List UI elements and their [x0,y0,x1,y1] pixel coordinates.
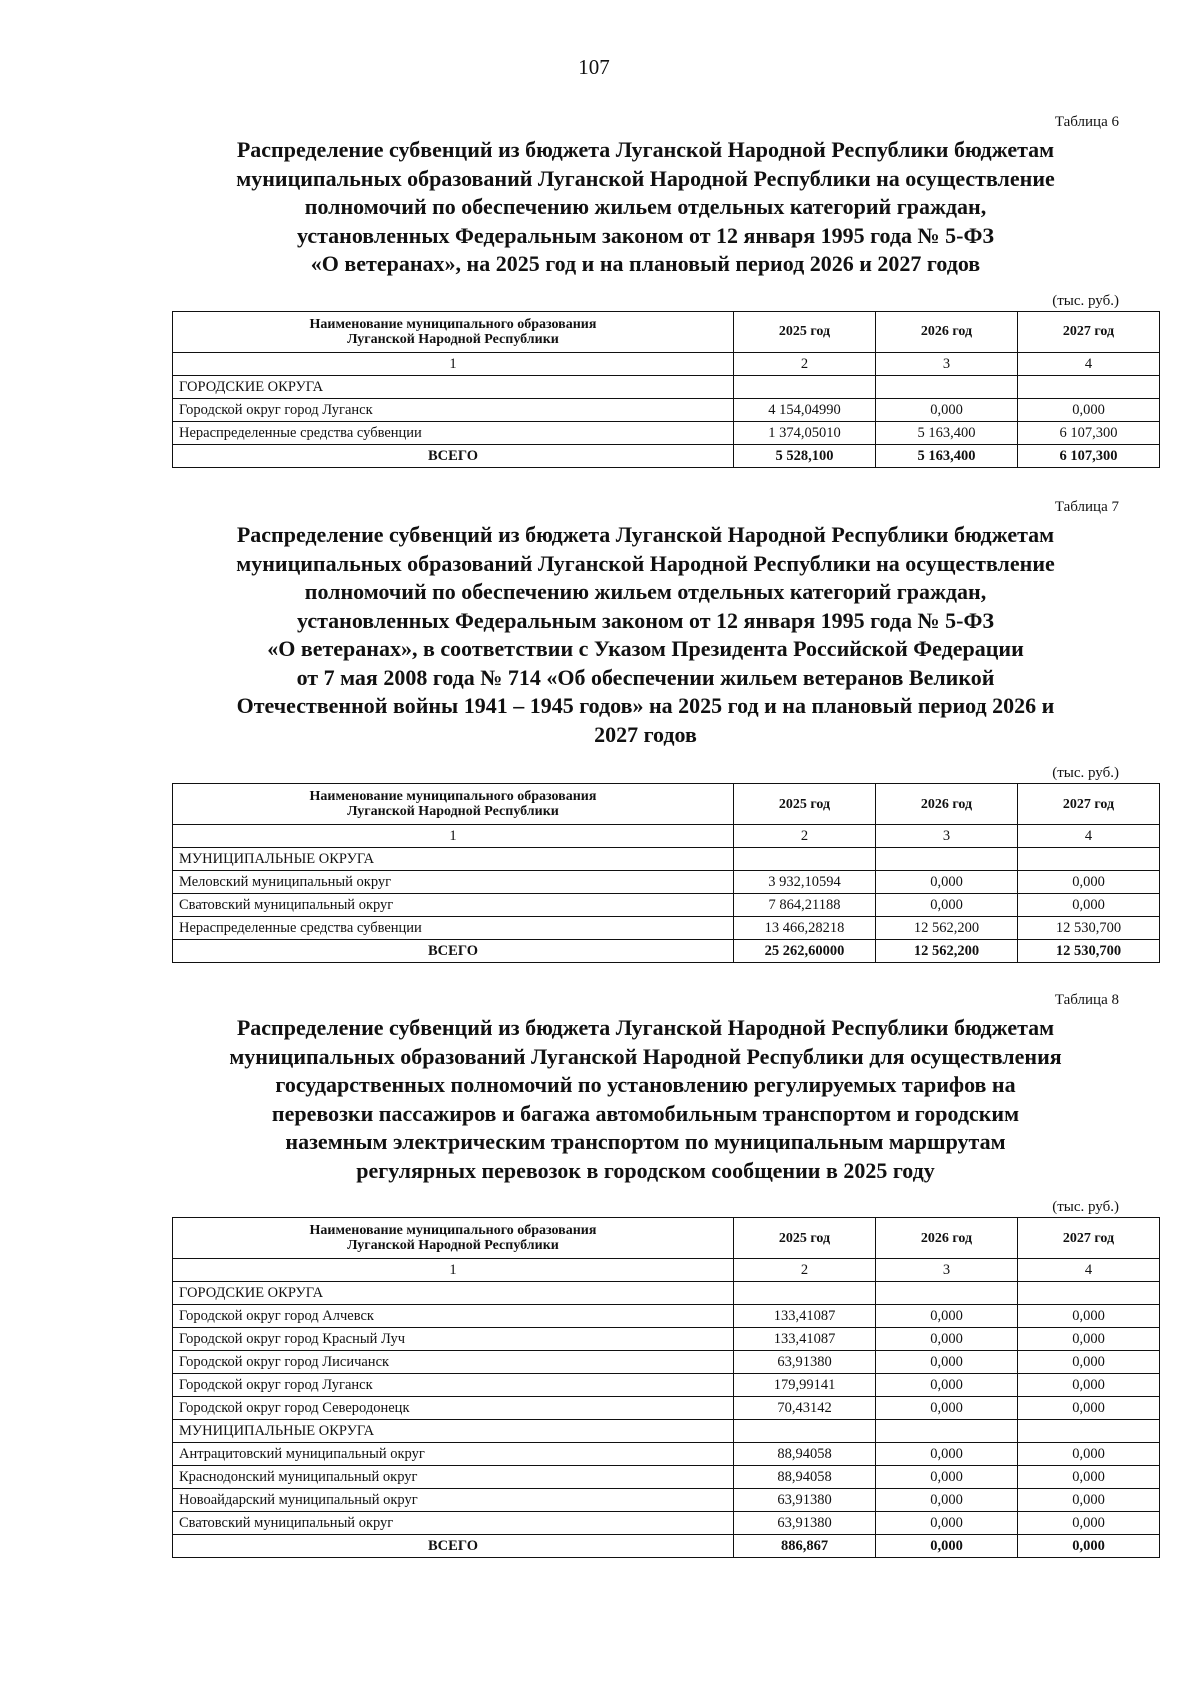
title-line: Отечественной войны 1941 – 1945 годов» на 2025 год и на плановый период 2026 и [236,693,1055,718]
value-2027-cell: 0,000 [1018,1512,1160,1535]
table-row [173,871,1160,894]
value-2026-cell: 0,000 [876,398,1018,421]
value-2026-cell: 0,000 [876,894,1018,917]
data-table [172,783,1160,963]
value-2026-cell: 12 562,200 [876,917,1018,940]
table-row [173,1466,1160,1489]
row-name-cell: Городской округ город Красный Луч [173,1328,734,1351]
table-label: Таблица 7 [1054,499,1119,515]
row-name-cell: Антрацитовский муниципальный округ [173,1443,734,1466]
value-2025-cell: 133,41087 [734,1328,876,1351]
header-row [173,1218,1160,1259]
value-2027-cell: 0,000 [1018,1489,1160,1512]
value-2026-cell [876,375,1018,398]
value-2025-cell: 63,91380 [734,1512,876,1535]
value-2027-cell [1018,375,1160,398]
value-2027-cell: 6 107,300 [1018,421,1160,444]
value-2026-cell: 0,000 [876,1397,1018,1420]
header-2026: 2026 год [876,1218,1018,1259]
value-2026-cell: 0,000 [876,871,1018,894]
value-2025-cell [734,848,876,871]
row-name-cell: Сватовский муниципальный округ [173,894,734,917]
header-2026: 2026 год [876,311,1018,352]
row-name-cell: Краснодонский муниципальный округ [173,1466,734,1489]
total-2027-cell: 12 530,700 [1018,940,1160,963]
value-2025-cell: 70,43142 [734,1397,876,1420]
total-label-cell: ВСЕГО [173,444,734,467]
header-2027: 2027 год [1018,784,1160,825]
value-2026-cell: 0,000 [876,1512,1018,1535]
value-2026-cell: 0,000 [876,1466,1018,1489]
table-body [173,352,1160,467]
title-line: установленных Федеральным законом от 12 января 1995 года № 5-ФЗ [297,607,994,633]
value-2025-cell: 3 932,10594 [734,871,876,894]
row-name-cell: ГОРОДСКИЕ ОКРУГА [173,1282,734,1305]
total-label-cell: ВСЕГО [173,940,734,963]
column-number-cell: 1 [173,352,734,375]
title-line: наземным электрическим транспортом по муниципальным маршрутам [285,1129,1006,1154]
value-2027-cell: 0,000 [1018,398,1160,421]
value-2026-cell: 0,000 [876,1328,1018,1351]
row-name-cell: Нераспределенные средства субвенции [173,421,734,444]
header-2025: 2025 год [734,311,876,352]
row-name-cell: Городской округ город Лисичанск [173,1351,734,1374]
value-2027-cell: 0,000 [1018,1305,1160,1328]
row-name-cell: Городской округ город Луганск [173,1374,734,1397]
title-line: установленных Федеральным законом от 12 января 1995 года № 5-ФЗ [297,222,994,248]
table-row [173,1282,1160,1305]
value-2027-cell: 0,000 [1018,1374,1160,1397]
table-row [173,917,1160,940]
value-2027-cell [1018,1420,1160,1443]
column-number-cell: 4 [1018,1259,1160,1282]
title-line: регулярных перевозок в городском сообщении в 2025 году [356,1157,935,1183]
title-line: Распределение субвенций из бюджета Луганской Народной Республики бюджетам [236,137,1055,162]
total-2025-cell: 25 262,60000 [734,940,876,963]
title-line: полномочий по обеспечению жильем отдельных категорий граждан, [304,194,987,219]
total-2027-cell: 6 107,300 [1018,444,1160,467]
column-number-cell: 1 [173,825,734,848]
title-line: перевозки пассажиров и багажа автомобильным транспортом и городским [271,1100,1020,1126]
value-2026-cell [876,848,1018,871]
title-line: Распределение субвенций из бюджета Луганской Народной Республики бюджетам [236,522,1055,547]
row-name-cell: ГОРОДСКИЕ ОКРУГА [173,375,734,398]
table-7-block [172,497,1122,963]
value-2026-cell: 0,000 [876,1443,1018,1466]
value-2027-cell: 0,000 [1018,1466,1160,1489]
value-2025-cell: 1 374,05010 [734,421,876,444]
column-number-row [173,1259,1160,1282]
total-row [173,1535,1160,1558]
value-2025-cell: 13 466,28218 [734,917,876,940]
column-number-cell: 3 [876,825,1018,848]
row-name-cell: Городской округ город Луганск [173,398,734,421]
value-2026-cell: 0,000 [876,1374,1018,1397]
value-2025-cell: 4 154,04990 [734,398,876,421]
value-2026-cell [876,1282,1018,1305]
table-row [173,848,1160,871]
total-row [173,444,1160,467]
column-number-cell: 1 [173,1259,734,1282]
table-label: Таблица 8 [1054,992,1119,1008]
value-2025-cell [734,1282,876,1305]
value-2025-cell: 88,94058 [734,1443,876,1466]
units-label: (тыс. руб.) [1052,765,1119,781]
table-row [173,1328,1160,1351]
value-2025-cell: 7 864,21188 [734,894,876,917]
column-number-cell: 4 [1018,352,1160,375]
value-2026-cell: 0,000 [876,1351,1018,1374]
total-2026-cell: 12 562,200 [876,940,1018,963]
title-line: 2027 годов [594,721,697,747]
table-title [172,521,1119,749]
table-title [172,1014,1119,1185]
column-number-row [173,352,1160,375]
header-2025: 2025 год [734,1218,876,1259]
column-number-row [173,825,1160,848]
column-number-cell: 2 [734,1259,876,1282]
header-name: Наименование муниципального образования Луганской Народной Республики [173,1218,734,1259]
value-2027-cell: 0,000 [1018,1397,1160,1420]
value-2027-cell: 0,000 [1018,1351,1160,1374]
title-line: Распределение субвенций из бюджета Луганской Народной Республики бюджетам [236,1015,1055,1040]
column-number-cell: 4 [1018,825,1160,848]
header-2026: 2026 год [876,784,1018,825]
total-2025-cell: 886,867 [734,1535,876,1558]
title-line: муниципальных образований Луганской Народной Республики на осуществление [236,550,1055,576]
table-title [172,136,1119,279]
title-line: полномочий по обеспечению жильем отдельных категорий граждан, [304,579,987,604]
row-name-cell: МУНИЦИПАЛЬНЫЕ ОКРУГА [173,848,734,871]
value-2025-cell: 63,91380 [734,1489,876,1512]
table-body [173,825,1160,963]
units-label: (тыс. руб.) [1052,292,1119,309]
value-2027-cell [1018,1282,1160,1305]
title-line: «О ветеранах», на 2025 год и на плановый период 2026 и 2027 годов [310,251,981,276]
table-body [173,1259,1160,1558]
page-number: 107 [578,55,610,79]
table-row [173,1489,1160,1512]
data-table [172,311,1160,468]
title-line: от 7 мая 2008 года № 714 «Об обеспечении жильем ветеранов Великой [296,664,995,690]
total-row [173,940,1160,963]
data-table [172,1217,1160,1558]
table-6-block [172,112,1119,468]
title-line: «О ветеранах», в соответствии с Указом Президента Российской Федерации [267,636,1024,661]
column-number-cell: 2 [734,352,876,375]
total-2027-cell: 0,000 [1018,1535,1160,1558]
value-2027-cell: 0,000 [1018,871,1160,894]
table-row [173,1305,1160,1328]
table-row [173,421,1160,444]
table-label: Таблица 6 [1054,114,1119,130]
value-2027-cell: 0,000 [1018,1443,1160,1466]
table-row [173,1351,1160,1374]
header-row [173,311,1160,352]
value-2025-cell: 179,99141 [734,1374,876,1397]
value-2026-cell: 0,000 [876,1305,1018,1328]
table-row [173,894,1160,917]
title-line: государственных полномочий по установлению регулируемых тарифов на [275,1072,1016,1097]
header-2027: 2027 год [1018,311,1160,352]
table-row [173,1420,1160,1443]
column-number-cell: 2 [734,825,876,848]
value-2025-cell [734,375,876,398]
table-row [173,1397,1160,1420]
table-row [173,398,1160,421]
header-row [173,784,1160,825]
value-2027-cell: 12 530,700 [1018,917,1160,940]
table-row [173,375,1160,398]
total-2025-cell: 5 528,100 [734,444,876,467]
row-name-cell: Городской округ город Северодонецк [173,1397,734,1420]
header-2027: 2027 год [1018,1218,1160,1259]
header-name: Наименование муниципального образования Луганской Народной Республики [173,311,734,352]
total-label-cell: ВСЕГО [173,1535,734,1558]
title-line: муниципальных образований Луганской Народной Республики на осуществление [236,165,1055,191]
row-name-cell: МУНИЦИПАЛЬНЫЕ ОКРУГА [173,1420,734,1443]
total-2026-cell: 5 163,400 [876,444,1018,467]
header-2025: 2025 год [734,784,876,825]
row-name-cell: Нераспределенные средства субвенции [173,917,734,940]
value-2027-cell [1018,848,1160,871]
header-name: Наименование муниципального образования Луганской Народной Республики [173,784,734,825]
value-2027-cell: 0,000 [1018,894,1160,917]
value-2025-cell: 63,91380 [734,1351,876,1374]
value-2025-cell: 133,41087 [734,1305,876,1328]
row-name-cell: Сватовский муниципальный округ [173,1512,734,1535]
value-2026-cell: 0,000 [876,1489,1018,1512]
column-number-cell: 3 [876,1259,1018,1282]
value-2025-cell: 88,94058 [734,1466,876,1489]
total-2026-cell: 0,000 [876,1535,1018,1558]
title-line: муниципальных образований Луганской Народной Республики для осуществления [229,1043,1062,1069]
value-2026-cell [876,1420,1018,1443]
column-number-cell: 3 [876,352,1018,375]
row-name-cell: Городской округ город Алчевск [173,1305,734,1328]
table-row [173,1512,1160,1535]
table-row [173,1443,1160,1466]
row-name-cell: Новоайдарский муниципальный округ [173,1489,734,1512]
row-name-cell: Меловский муниципальный округ [173,871,734,894]
value-2026-cell: 5 163,400 [876,421,1018,444]
table-row [173,1374,1160,1397]
units-label: (тыс. руб.) [1052,1199,1119,1215]
value-2027-cell: 0,000 [1018,1328,1160,1351]
table-8-block [172,990,1119,1558]
value-2025-cell [734,1420,876,1443]
